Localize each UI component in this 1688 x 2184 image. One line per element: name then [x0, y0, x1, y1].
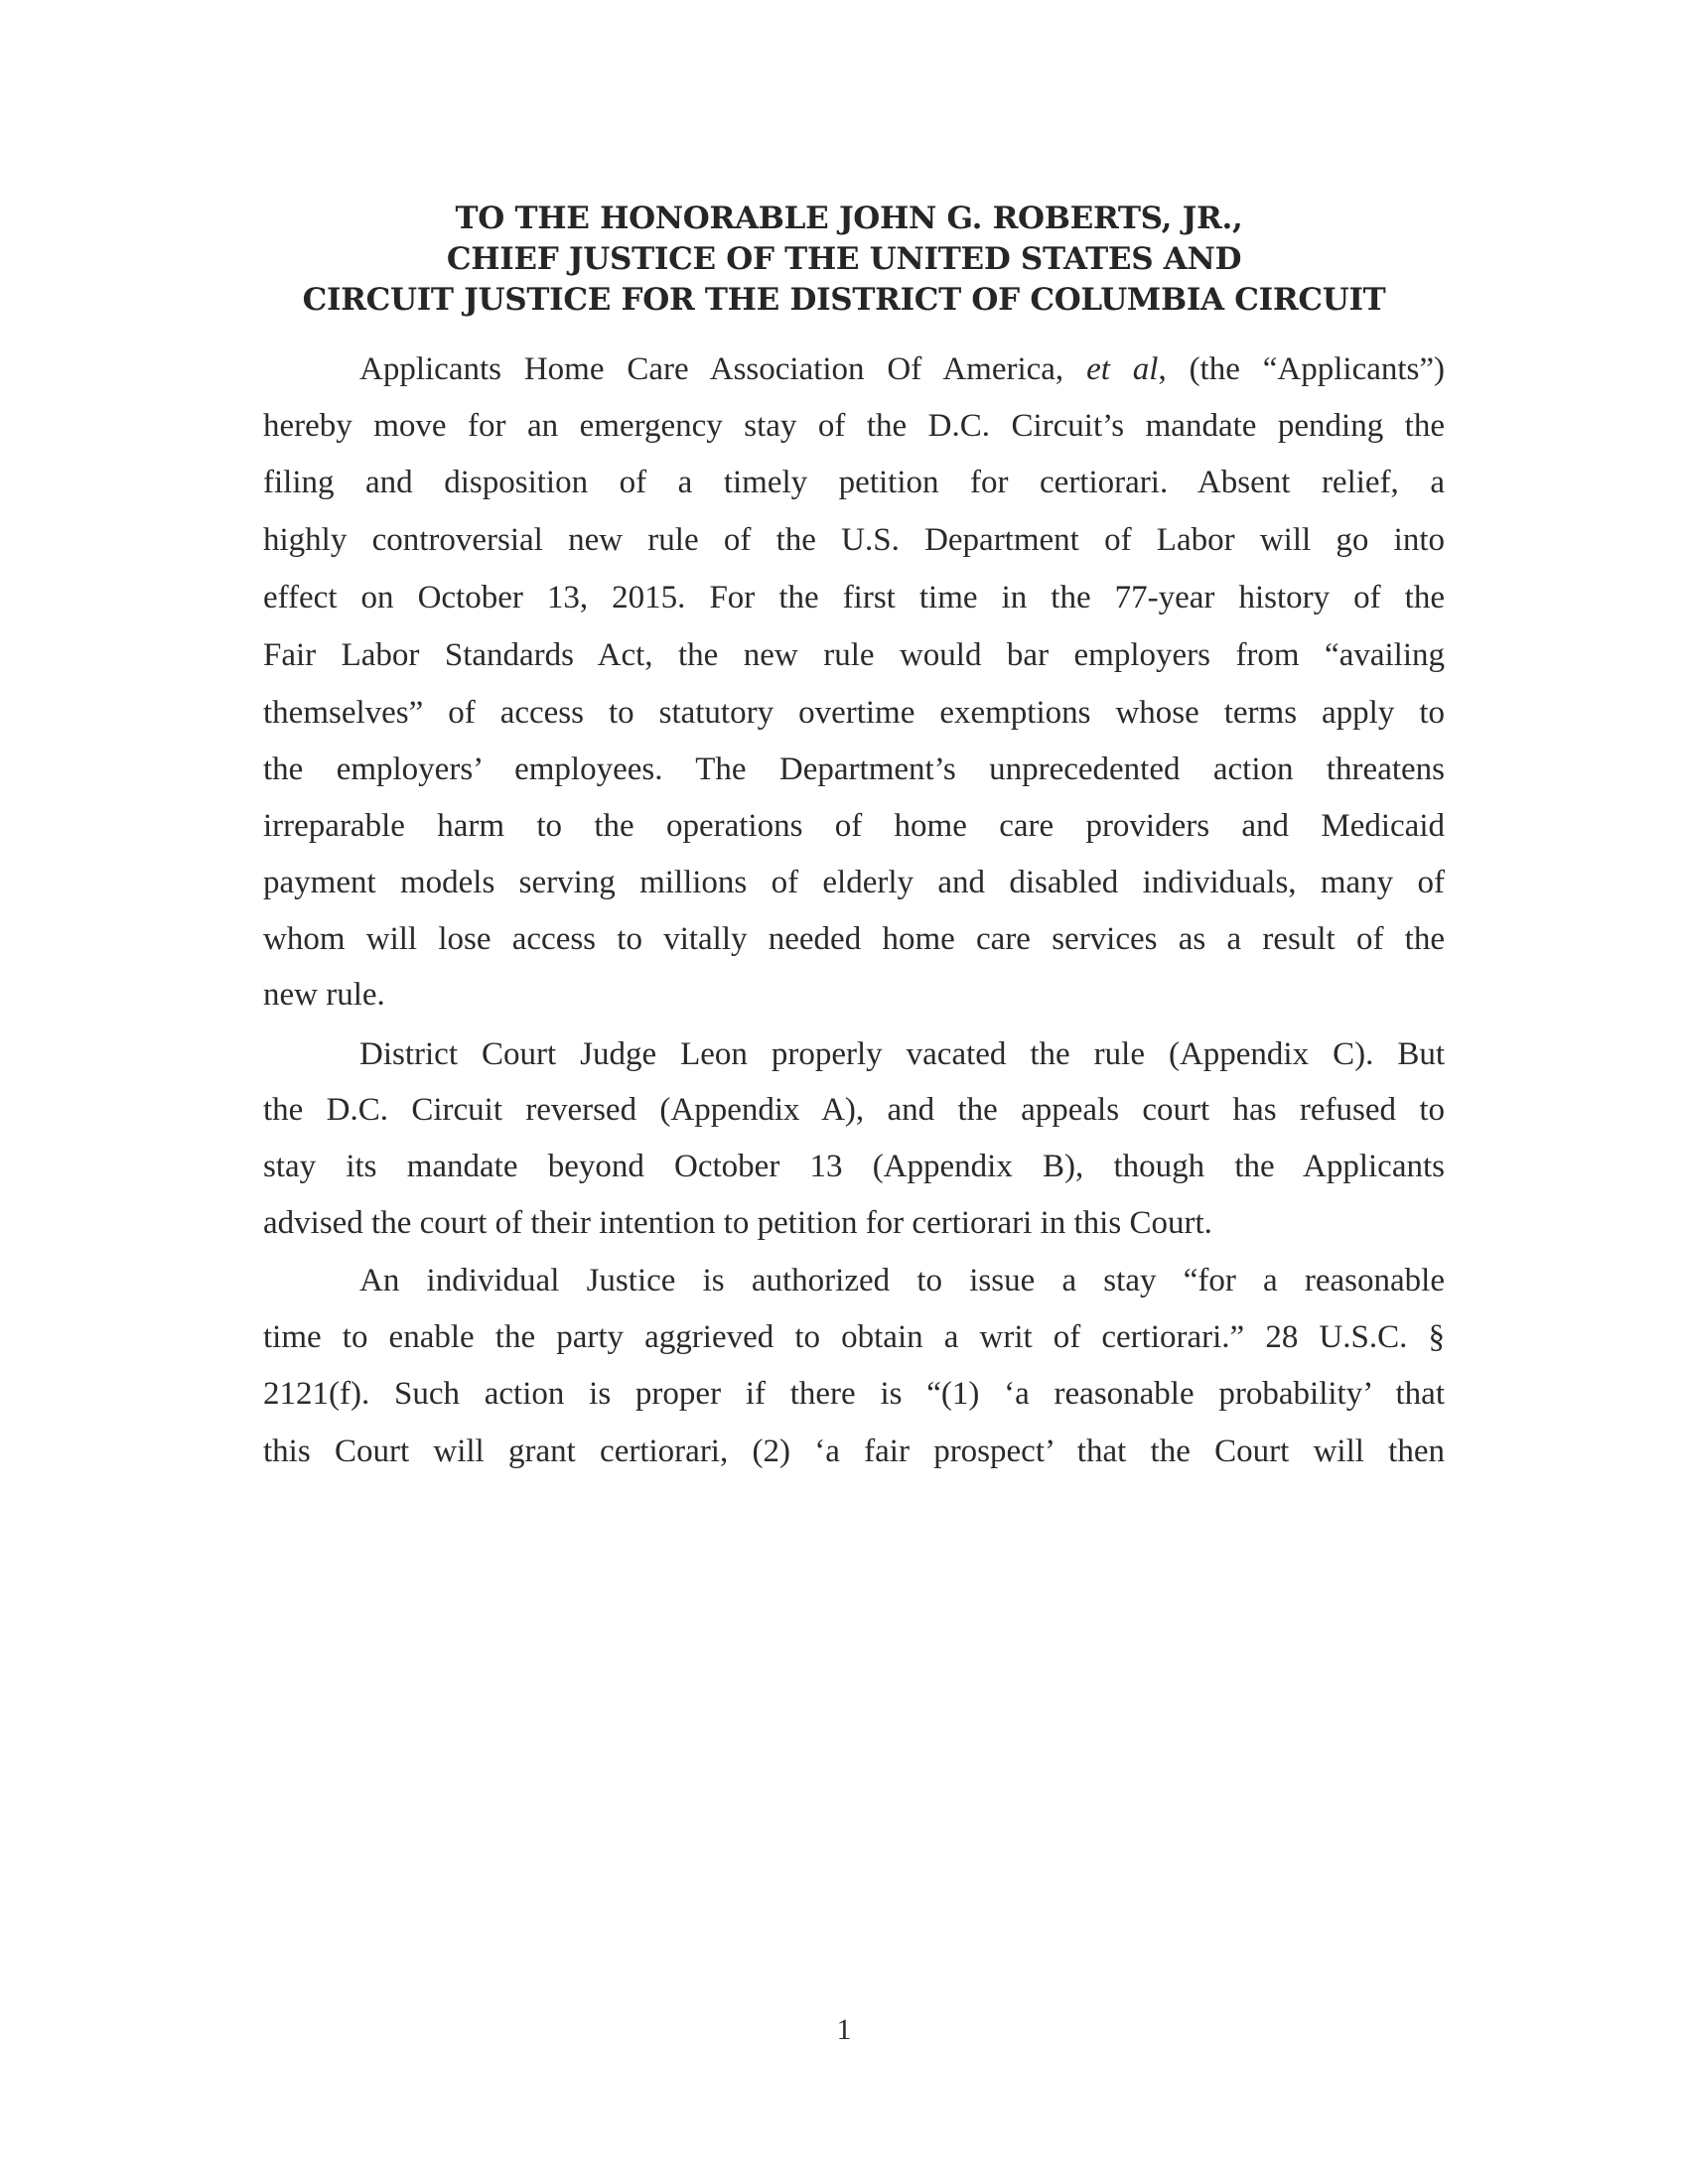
- heading-line-2: CHIEF JUSTICE OF THE UNITED STATES AND: [446, 241, 1242, 277]
- heading-line-3: CIRCUIT JUSTICE FOR THE DISTRICT OF COLUMBIA CIRCUIT: [302, 282, 1386, 318]
- paragraph-line: stay its mandate beyond October 13 (Appendix B), though the Applicants: [263, 1149, 1445, 1184]
- text-span: Applicants Home Care Association Of America,: [359, 351, 1087, 387]
- paragraph-line: filing and disposition of a timely petition for certiorari. Absent relief, a: [263, 465, 1445, 500]
- text-span: , (the “Applicants”): [1158, 351, 1446, 387]
- paragraph-line: this Court will grant certiorari, (2) ‘a fair prospect’ that the Court will then: [263, 1433, 1445, 1469]
- paragraph-line: hereby move for an emergency stay of the D.C. Circuit’s mandate pending the: [263, 408, 1445, 444]
- paragraph-line: advised the court of their intention to petition for certiorari in this Court.: [263, 1205, 1212, 1241]
- paragraph-line: time to enable the party aggrieved to obtain a writ of certiorari.” 28 U.S.C. §: [263, 1319, 1445, 1355]
- italic-text: et al: [1086, 351, 1159, 387]
- paragraph-line: [359, 347, 1445, 391]
- paragraph-line: new rule.: [263, 977, 385, 1013]
- paragraph-line: District Court Judge Leon properly vacated the rule (Appendix C). But: [359, 1036, 1445, 1072]
- paragraph-line: An individual Justice is authorized to issue a stay “for a reasonable: [359, 1263, 1445, 1298]
- paragraph-line: the D.C. Circuit reversed (Appendix A), and the appeals court has refused to: [263, 1092, 1445, 1128]
- paragraph-line: themselves” of access to statutory overtime exemptions whose terms apply to: [263, 695, 1445, 731]
- paragraph-line: Fair Labor Standards Act, the new rule would bar employers from “availing: [263, 637, 1445, 673]
- page-number: 1: [836, 2013, 852, 2046]
- paragraph-line: 2121(f). Such action is proper if there is “(1) ‘a reasonable probability’ that: [263, 1376, 1445, 1412]
- paragraph-line: highly controversial new rule of the U.S. Department of Labor will go into: [263, 522, 1445, 558]
- heading-line-1: TO THE HONORABLE JOHN G. ROBERTS, JR.,: [455, 201, 1243, 236]
- paragraph-line: whom will lose access to vitally needed home care services as a result of the: [263, 921, 1445, 957]
- document-heading: [0, 199, 1688, 321]
- paragraph-line: effect on October 13, 2015. For the first time in the 77-year history of the: [263, 580, 1445, 615]
- paragraph-line: irreparable harm to the operations of home care providers and Medicaid: [263, 808, 1445, 844]
- paragraph-line: payment models serving millions of elderly and disabled individuals, many of: [263, 865, 1445, 900]
- paragraph-line: the employers’ employees. The Department’s unprecedented action threatens: [263, 751, 1445, 787]
